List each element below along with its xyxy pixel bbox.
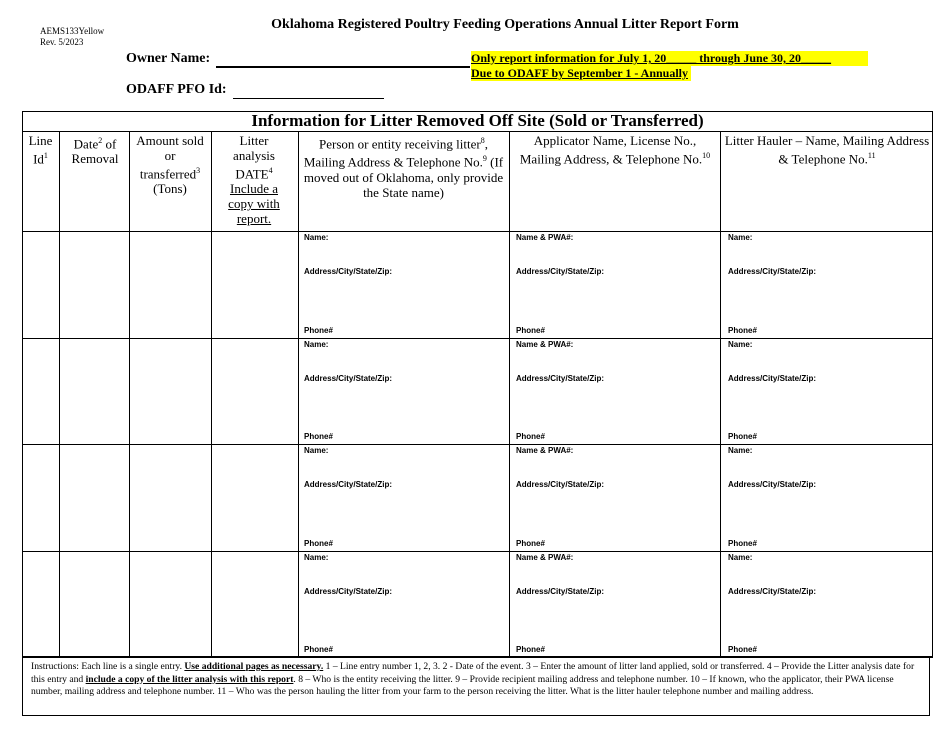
analysis-date-cell[interactable] bbox=[211, 231, 298, 338]
hauler-phone-field[interactable]: Phone# bbox=[728, 326, 757, 335]
applicator-name-field[interactable]: Name & PWA#: bbox=[516, 233, 574, 242]
applicator-phone-field[interactable]: Phone# bbox=[516, 539, 545, 548]
hauler-name-field[interactable]: Name: bbox=[728, 340, 753, 349]
owner-name-label: Owner Name: bbox=[126, 51, 211, 66]
recipient-name-field[interactable]: Name: bbox=[304, 446, 329, 455]
header-date: Date$^2$ of Removal bbox=[71, 136, 119, 167]
analysis-date-cell[interactable] bbox=[211, 551, 298, 657]
hauler-address-field[interactable]: Address/City/State/Zip: bbox=[728, 587, 817, 596]
line-id-cell[interactable] bbox=[22, 551, 59, 657]
recipient-address-field[interactable]: Address/City/State/Zip: bbox=[304, 480, 393, 489]
recipient-phone-field[interactable]: Phone# bbox=[304, 539, 333, 548]
header-hauler: Litter Hauler – Name, Mailing Address & Telephone No.$^{11}$ bbox=[724, 133, 930, 167]
applicator-phone-field[interactable]: Phone# bbox=[516, 326, 545, 335]
amount-cell[interactable] bbox=[129, 338, 211, 444]
recipient-phone-field[interactable]: Phone# bbox=[304, 432, 333, 441]
page-title: Oklahoma Registered Poultry Feeding Operations Annual Litter Report Form bbox=[271, 17, 739, 32]
line-id-cell[interactable] bbox=[22, 444, 59, 551]
line-id-cell[interactable] bbox=[22, 338, 59, 444]
recipient-address-field[interactable]: Address/City/State/Zip: bbox=[304, 587, 393, 596]
recipient-phone-field[interactable]: Phone# bbox=[304, 645, 333, 654]
hauler-name-field[interactable]: Name: bbox=[728, 553, 753, 562]
recipient-phone-field[interactable]: Phone# bbox=[304, 326, 333, 335]
instructions: Instructions: Each line is a single entry. Use additional pages as necessary. 1 – Line entry number 1, 2, 3. 2 - Date of the event. 3 – Enter the amount of litter land applied, sold or transferred. 4 – Provide the Litter analysis date for this entry and include a copy of the litter analysis with this report. 8 – Who is the entity receiving the litter. 9 – Provide recipient mailing address and telephone number. 10 – If known, who the applicator, their PWA license number, mailing address and telephone number. 11 – Who was the person hauling the litter from your farm to the person receiving the litter. What is the litter hauler telephone number and mailing address. bbox=[22, 657, 930, 716]
recipient-name-field[interactable]: Name: bbox=[304, 553, 329, 562]
due-date-notice: Due to ODAFF by September 1 - Annually bbox=[471, 66, 691, 81]
header-amount: Amount sold or transferred$^3$ (Tons) bbox=[136, 133, 204, 197]
hauler-name-field[interactable]: Name: bbox=[728, 233, 753, 242]
date-cell[interactable] bbox=[59, 338, 129, 444]
date-cell[interactable] bbox=[59, 231, 129, 338]
applicator-phone-field[interactable]: Phone# bbox=[516, 432, 545, 441]
owner-name-field[interactable] bbox=[216, 50, 470, 68]
line-id-cell[interactable] bbox=[22, 231, 59, 338]
column-divider bbox=[509, 132, 510, 657]
amount-cell[interactable] bbox=[129, 231, 211, 338]
date-cell[interactable] bbox=[59, 551, 129, 657]
hauler-phone-field[interactable]: Phone# bbox=[728, 539, 757, 548]
hauler-name-field[interactable]: Name: bbox=[728, 446, 753, 455]
revision: Rev. 5/2023 bbox=[40, 37, 84, 47]
column-divider bbox=[720, 132, 721, 657]
table-title: Information for Litter Removed Off Site (Sold or Transferred) bbox=[22, 111, 933, 132]
pfo-id-label: ODAFF PFO Id: bbox=[126, 82, 227, 97]
column-divider bbox=[298, 132, 299, 657]
hauler-address-field[interactable]: Address/City/State/Zip: bbox=[728, 267, 817, 276]
amount-cell[interactable] bbox=[129, 551, 211, 657]
recipient-name-field[interactable]: Name: bbox=[304, 340, 329, 349]
header-analysis-date: Litter analysis DATE$^4$ Include a copy with report. bbox=[228, 133, 280, 227]
recipient-name-field[interactable]: Name: bbox=[304, 233, 329, 242]
date-cell[interactable] bbox=[59, 444, 129, 551]
applicator-address-field[interactable]: Address/City/State/Zip: bbox=[516, 374, 605, 383]
header-applicator: Applicator Name, License No., Mailing Address, & Telephone No.$^{10}$ bbox=[519, 133, 711, 167]
applicator-phone-field[interactable]: Phone# bbox=[516, 645, 545, 654]
applicator-name-field[interactable]: Name & PWA#: bbox=[516, 553, 574, 562]
hauler-address-field[interactable]: Address/City/State/Zip: bbox=[728, 480, 817, 489]
applicator-address-field[interactable]: Address/City/State/Zip: bbox=[516, 480, 605, 489]
hauler-phone-field[interactable]: Phone# bbox=[728, 645, 757, 654]
analysis-date-cell[interactable] bbox=[211, 338, 298, 444]
hauler-address-field[interactable]: Address/City/State/Zip: bbox=[728, 374, 817, 383]
amount-cell[interactable] bbox=[129, 444, 211, 551]
header-recipient: Person or entity receiving litter$^8$, Mailing Address & Telephone No.$^9$ (If moved out of Oklahoma, only provide the State name) bbox=[303, 136, 504, 200]
hauler-phone-field[interactable]: Phone# bbox=[728, 432, 757, 441]
applicator-address-field[interactable]: Address/City/State/Zip: bbox=[516, 267, 605, 276]
form-code: AEMS133Yellow bbox=[40, 26, 105, 36]
pfo-id-field[interactable] bbox=[233, 82, 384, 99]
applicator-name-field[interactable]: Name & PWA#: bbox=[516, 340, 574, 349]
applicator-address-field[interactable]: Address/City/State/Zip: bbox=[516, 587, 605, 596]
analysis-date-cell[interactable] bbox=[211, 444, 298, 551]
recipient-address-field[interactable]: Address/City/State/Zip: bbox=[304, 374, 393, 383]
applicator-name-field[interactable]: Name & PWA#: bbox=[516, 446, 574, 455]
reporting-period-notice: Only report information for July 1, 20_____ through June 30, 20_____ bbox=[471, 51, 868, 66]
header-line-id: Line Id$^1$ bbox=[28, 133, 53, 167]
recipient-address-field[interactable]: Address/City/State/Zip: bbox=[304, 267, 393, 276]
